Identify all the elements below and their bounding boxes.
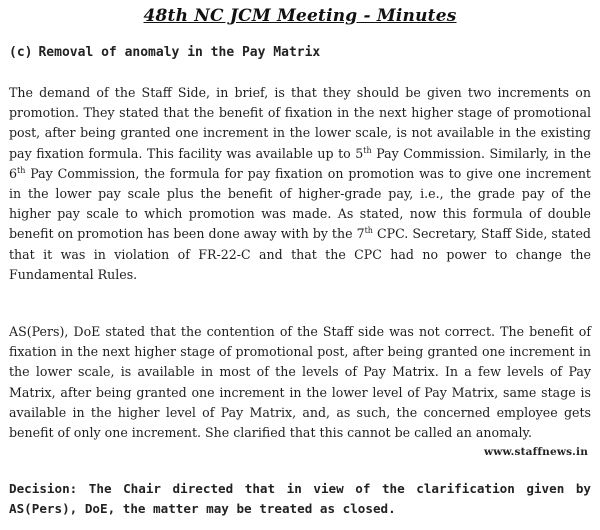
paragraph1-part4: CPC. Secretary, Staff Side, stated that it was in violation of FR-22-C and that the CPC had no power to change the Fundamental Rules. bbox=[9, 226, 591, 282]
paragraph1-part3: Pay Commission, the formula for pay fixation on promotion was to give one increment in the lower pay scale plus the benefit of higher-grade pay, i.e., the grade pay of the higher pay scale to which promotion was made. As stated, now this formula of double benefit on promotion has been done away with by the 7 bbox=[9, 165, 591, 242]
document-title: 48th NC JCM Meeting - Minutes bbox=[143, 6, 457, 26]
paragraph1-part1: The demand of the Staff Side, in brief, is that they should be given two increments on promotion. They stated that the benefit of fixation in the next higher stage of promotional post, after being granted one increment in the lower scale, is not available in the existing pay fixation formula. This facility was available up to 5 bbox=[9, 85, 591, 161]
section-letter: (c) bbox=[9, 45, 33, 60]
section-heading bbox=[9, 45, 320, 60]
paragraph-official-side-reply: AS(Pers), DoE stated that the contention of the Staff side was not correct. The benefit of fixation in the next higher stage of promotional post, after being granted one increment in the lower scale, is available in most of the levels of Pay Matrix. In a few levels of Pay Matrix, after being granted one increment in the lower level of Pay Matrix, same stage is available in the higher level of Pay Matrix, and, as such, the concerned employee gets benefit of only one increment. She clarified that this cannot be called an anomaly. bbox=[9, 324, 591, 441]
paragraph-staff-side-demand bbox=[9, 83, 591, 285]
paragraph1-part2: Pay Commission. Similarly, in the 6 bbox=[9, 145, 591, 181]
paragraph1-sup1: th bbox=[363, 145, 372, 155]
paragraph1-sup2: th bbox=[17, 165, 26, 175]
decision-paragraph: Decision: The Chair directed that in view of the clarification given by AS(Pers), DoE, the matter may be treated as closed. bbox=[9, 481, 591, 516]
section-heading-text: Removal of anomaly in the Pay Matrix bbox=[38, 45, 321, 60]
paragraph1-sup3: th bbox=[364, 226, 373, 236]
watermark-text: www.staffnews.in bbox=[484, 446, 589, 458]
